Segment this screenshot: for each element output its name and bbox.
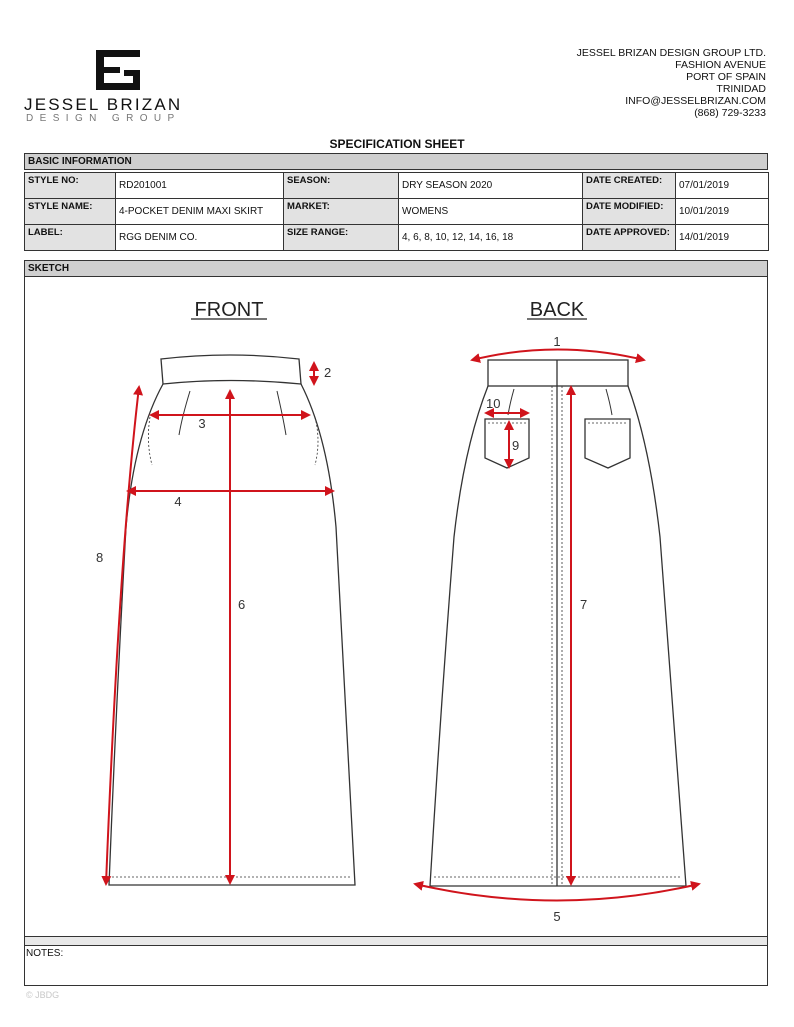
front-skirt-drawing — [109, 355, 355, 885]
company-email[interactable]: INFO@JESSELBRIZAN.COM — [625, 95, 766, 107]
style-no-label: STYLE NO: — [25, 173, 116, 199]
back-title: BACK — [529, 299, 585, 321]
company-address — [466, 47, 766, 119]
notes-label: NOTES: — [26, 948, 64, 959]
company-country: TRINIDAD — [716, 83, 766, 95]
date-created-value: 07/01/2019 — [676, 173, 769, 199]
style-no-value: RD201001 — [116, 173, 284, 199]
company-city: PORT OF SPAIN — [686, 71, 766, 83]
back-skirt-drawing — [430, 360, 686, 886]
size-range-label: SIZE RANGE: — [284, 225, 399, 251]
season-label: SEASON: — [284, 173, 399, 199]
date-approved-label: DATE APPROVED: — [583, 225, 676, 251]
copyright-watermark: © JBDG — [26, 990, 60, 1000]
date-modified-value: 10/01/2019 — [676, 199, 769, 225]
company-street: FASHION AVENUE — [675, 59, 766, 71]
table-row — [25, 199, 769, 225]
date-created-label: DATE CREATED: — [583, 173, 676, 199]
basic-info-table — [24, 172, 769, 251]
measure-label-10: 10 — [486, 396, 501, 411]
size-range-value: 4, 6, 8, 10, 12, 14, 16, 18 — [399, 225, 583, 251]
sketch-header: SKETCH — [24, 260, 768, 277]
date-approved-value: 14/01/2019 — [676, 225, 769, 251]
market-value: WOMENS — [399, 199, 583, 225]
measure-label-8: 8 — [96, 550, 104, 565]
table-row — [25, 173, 769, 199]
basic-info-header: BASIC INFORMATION — [24, 153, 768, 170]
label-value: RGG DENIM CO. — [116, 225, 284, 251]
measure-label-1: 1 — [553, 334, 561, 349]
date-modified-label: DATE MODIFIED: — [583, 199, 676, 225]
label-label: LABEL: — [25, 225, 116, 251]
logo-name: JESSEL BRIZAN — [24, 95, 183, 114]
season-value: DRY SEASON 2020 — [399, 173, 583, 199]
company-phone: (868) 729-3233 — [694, 107, 766, 119]
sketch-drawing — [24, 277, 768, 936]
measure-label-7: 7 — [580, 597, 588, 612]
measure-label-4: 4 — [174, 494, 182, 509]
company-name: JESSEL BRIZAN DESIGN GROUP LTD. — [576, 47, 766, 59]
measure-label-3: 3 — [198, 416, 206, 431]
market-label: MARKET: — [284, 199, 399, 225]
style-name-label: STYLE NAME: — [25, 199, 116, 225]
logo-mark-icon — [94, 48, 142, 92]
table-row — [25, 225, 769, 251]
measure-label-9: 9 — [512, 438, 520, 453]
measure-label-5: 5 — [553, 909, 561, 924]
logo-subtitle: DESIGN GROUP — [26, 113, 181, 124]
front-title: FRONT — [194, 299, 264, 321]
measure-label-2: 2 — [324, 365, 332, 380]
notes-field[interactable] — [24, 945, 768, 986]
sheet-title: SPECIFICATION SHEET — [329, 137, 465, 151]
measure-label-6: 6 — [238, 597, 246, 612]
style-name-value: 4-POCKET DENIM MAXI SKIRT — [116, 199, 284, 225]
